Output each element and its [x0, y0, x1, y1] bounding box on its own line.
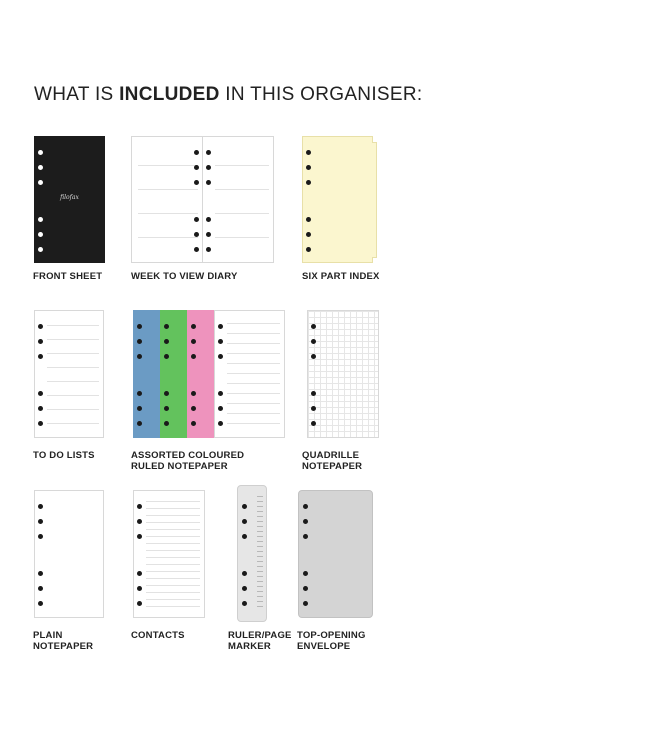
- plain-notepaper-icon: [34, 490, 104, 618]
- item-label-plain: PLAIN NOTEPAPER: [33, 630, 94, 652]
- ruler-icon: [237, 485, 267, 622]
- title-suffix: IN THIS ORGANISER:: [219, 84, 423, 105]
- title-emphasis: INCLUDED: [119, 84, 220, 105]
- diary-icon: [131, 136, 274, 263]
- item-label-envelope: TOP-OPENING ENVELOPE: [297, 630, 366, 652]
- item-label-diary: WEEK TO VIEW DIARY: [131, 271, 238, 282]
- quadrille-icon: [307, 310, 379, 438]
- item-label-contacts: CONTACTS: [131, 630, 185, 641]
- front-sheet-brand: filofax: [60, 194, 79, 201]
- title-prefix: WHAT IS: [34, 84, 120, 105]
- page-title: [34, 84, 422, 106]
- item-label-quadrille: QUADRILLE NOTEPAPER: [302, 450, 363, 472]
- index-icon: [302, 136, 377, 263]
- item-label-coloured: ASSORTED COLOURED RULED NOTEPAPER: [131, 450, 245, 472]
- item-label-front-sheet: FRONT SHEET: [33, 271, 103, 282]
- todo-list-icon: [34, 310, 104, 438]
- coloured-notepaper-icon: [133, 310, 285, 438]
- envelope-icon: [298, 490, 373, 618]
- item-label-ruler: RULER/PAGE MARKER: [228, 630, 292, 652]
- item-label-todo: TO DO LISTS: [33, 450, 95, 461]
- front-sheet-icon: [34, 136, 105, 263]
- contacts-icon: [133, 490, 205, 618]
- item-label-index: SIX PART INDEX: [302, 271, 380, 282]
